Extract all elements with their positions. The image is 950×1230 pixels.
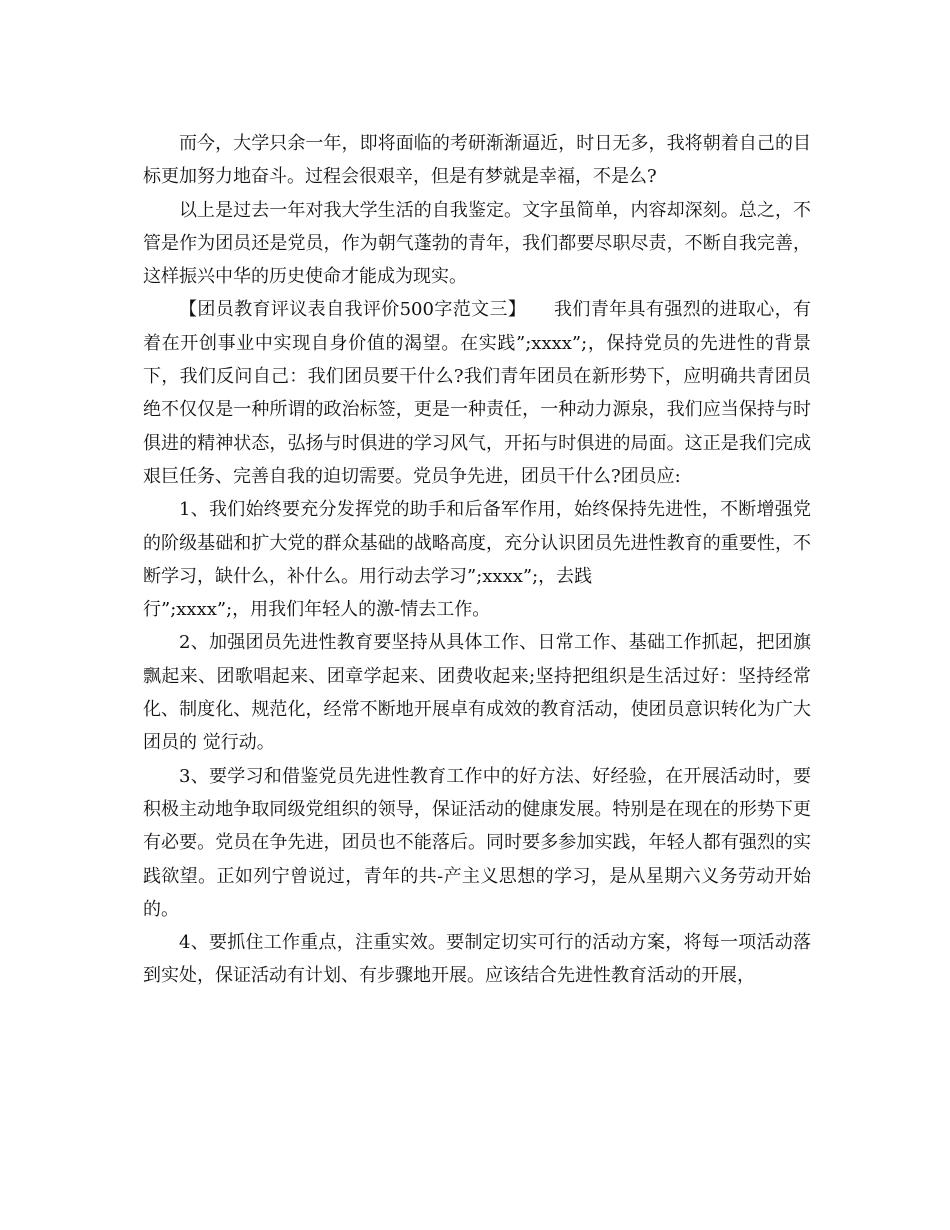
paragraph-1: 而今，大学只余一年，即将面临的考研渐渐逼近，时日无多，我将朝着自己的目标更加努力地奋斗。过程会很艰辛，但是有梦就是幸福，不是么?	[143, 133, 811, 188]
paragraph-7: 4、要抓住工作重点，注重实效。要制定切实可行的活动方案，将每一项活动落到实处，保证活动有计划、有步骤地开展。应该结合先进性教育活动的开展，	[143, 932, 811, 987]
document-body	[143, 127, 811, 993]
paragraph-4-continuation: 行”;xxxx”;，用我们年轻人的激-情去工作。	[143, 599, 491, 621]
paragraph-3: 【团员教育评议表自我评价500字范文三】 我们青年具有强烈的进取心，有着在开创事业中实现自身价值的渴望。在实践”;xxxx”;，保持党员的先进性的背景下，我们反问自己：我们团员要干什么?我们青年团员在新形势下，应明确共青团员绝不仅仅是一种所谓的政治标签，更是一种责任，一种动力源泉，我们应当保持与时俱进的精神状态，弘扬与时俱进的学习风气，开拓与时俱进的局面。这正是我们完成艰巨任务、完善自我的迫切需要。党员争先进，团员干什么?团员应:	[143, 299, 811, 487]
paragraph-6: 3、要学习和借鉴党员先进性教育工作中的好方法、好经验，在开展活动时，要积极主动地争取同级党组织的领导，保证活动的健康发展。特别是在现在的形势下更有必要。党员在争先进，团员也不能落后。同时要多参加实践，年轻人都有强烈的实践欲望。正如列宁曾说过，青年的共-产主义思想的学习，是从星期六义务劳动开始的。	[143, 765, 811, 920]
paragraph-5: 2、加强团员先进性教育要坚持从具体工作、日常工作、基础工作抓起，把团旗飘起来、团歌唱起来、团章学起来、团费收起来;坚持把组织是生活过好：坚持经常化、制度化、规范化，经常不断地开展卓有成效的教育活动，使团员意识转化为广大团员的 觉行动。	[143, 632, 811, 754]
paragraph-2: 以上是过去一年对我大学生活的自我鉴定。文字虽简单，内容却深刻。总之，不管是作为团员还是党员，作为朝气蓬勃的青年，我们都要尽职尽责，不断自我完善，这样振兴中华的历史使命才能成为现实。	[143, 199, 811, 288]
paragraph-4: 1、我们始终要充分发挥党的助手和后备军作用，始终保持先进性，不断增强党的阶级基础和扩大党的群众基础的战略高度，充分认识团员先进性教育的重要性，不断学习，缺什么，补什么。用行动去学习”;xxxx”;，去践	[143, 499, 811, 587]
